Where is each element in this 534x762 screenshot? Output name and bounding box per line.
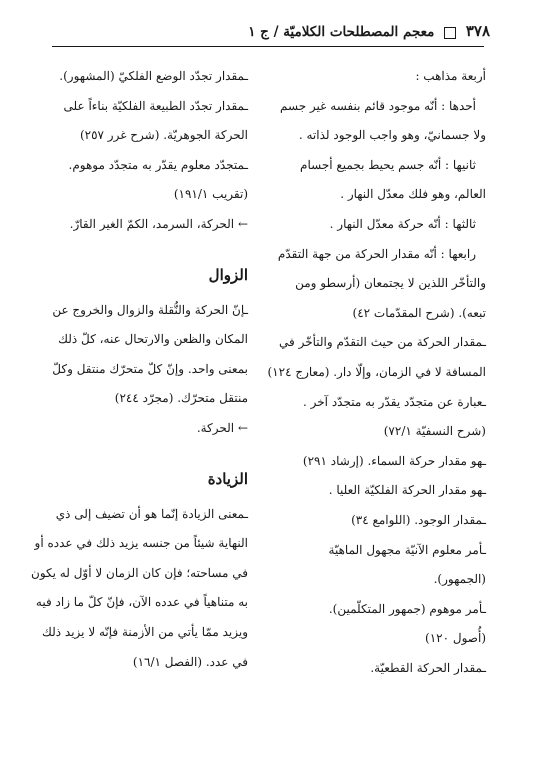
text-line: (أُصول ١٢٠) [425,631,486,646]
text-line: منتقل متحرّك. (مجرّد ٢٤٤) [114,391,248,406]
text-line: الحركة الجوهريّة. (شرح غرر ٢٥٧) [79,128,248,143]
text-line: ـمقدار الحركة من حيث التقدّم والتأخّر في [279,335,486,350]
text-line: تبعه). (شرح المقدّمات ٤٢) [352,305,486,320]
entry-heading-ziyada: الزيادة [207,469,248,488]
text-line: ـمقدار تجدّد الطبيعة الفلكيّة بناءاً على [63,98,248,113]
text-line: ـمقدار الحركة القطعيّة. [370,660,486,675]
text-line: ويزيد ممّا يأتي من الأزمنة فإنّه لا يزيد ذلك [41,624,248,639]
text-line: ـمتجدّد معلوم يقدّر به متجدّد موهوم. [68,157,248,172]
text-line: (الجمهور). [433,572,486,587]
text-line: ـعبارة عن متجدّد يقدّر به متجدّد آخر . [303,394,486,409]
text-line: ـمقدار الوجود. (اللوامع ٣٤) [351,512,486,527]
entry-heading-zawal: الزوال [208,265,248,284]
text-line: ـمعنى الزيادة إنّما هو أن تضيف إلى ذي [55,506,248,521]
text-line: ـأمر موهوم (جمهور المتكلّمين). [328,601,486,616]
text-line: المكان والظعن والارتحال عنه، كلّ ذلك [58,332,248,347]
text-line: رابعها : أنّه مقدار الحركة من جهة التقدّم [277,246,476,261]
text-line: والتأخّر اللذين لا يجتمعان (أرسطو ومن [295,276,486,291]
text-line: بمعنى واحد. وإنّ كلّ متحرّك منتقل وكلّ [52,361,248,376]
cross-reference: ← الحركة، السرمد، الكمّ الغير القارّ. [69,216,248,231]
text-line: العالم، وهو فلك معدّل النهار . [340,187,486,202]
text-line: ـهو مقدار حركة السماء. (إرشاد ٢٩١) [302,453,486,468]
header-rule [52,46,484,47]
text-line: ـمقدار تجدّد الوضع الفلكيّ (المشهور). [59,69,248,83]
text-line: في عدد. (الفصل ١٦/١) [132,654,248,669]
text-line: (تقريب ١٩١/١) [173,187,248,202]
text-line: ثالثها : أنّه حركة معدّل النهار . [329,216,476,231]
square-ornament-icon [444,27,456,39]
text-line: ثانيها : أنّه جسم يحيط بجميع أجسام [300,157,476,172]
text-line: ولا جسمانيّ، وهو واجب الوجود لذاته . [298,128,486,143]
text-line: أربعة مذاهب : [415,69,486,83]
text-line: ـهو مقدار الحركة الفلكيّة العليا . [328,483,486,498]
cross-reference: ← الحركة. [196,420,248,435]
text-line: في مساحته؛ فإن كان الزمان لا أوّل له يكون [31,565,248,580]
text-line: ـإنّ الحركة والنُّقلة والزوال والخروج عن [52,302,248,317]
text-line: به متناهياً في عدده الآن، فإنّ كلّ ما زاد فيه [35,595,248,610]
text-line: المسافة لا في الزمان، وإلّا دار. (معارج ١٢٤) [267,364,486,379]
page-number: ٣٧٨ [465,22,490,40]
page-header [50,22,490,44]
right-column [267,62,486,683]
text-line: أحدها : أنّه موجود قائم بنفسه غير جسم [280,98,476,113]
text-line: ـأمر معلوم الآنيّة مجهول الماهيّة [328,542,486,557]
book-title: معجم المصطلحات الكلاميّة / ج ١ [248,24,435,40]
text-line: (شرح النسفيّة ٧٢/١) [383,424,486,439]
left-column [31,62,248,677]
text-line: النهاية شيئاً من جنسه يزيد ذلك في عدده أو [34,536,248,551]
